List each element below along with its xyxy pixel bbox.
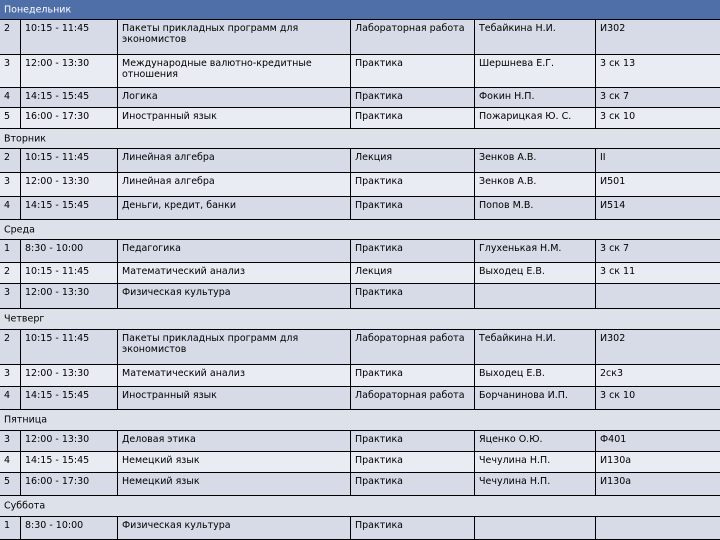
lesson-subject: Немецкий язык	[117, 473, 350, 495]
table-row	[0, 173, 720, 197]
lesson-subject: Пакеты прикладных программ для экономистов	[117, 20, 350, 54]
table-row	[0, 517, 720, 540]
lesson-room: 3 ск 10	[595, 108, 720, 128]
lesson-teacher: Фокин Н.П.	[474, 88, 595, 107]
lesson-teacher: Тебайкина Н.И.	[474, 20, 595, 54]
lesson-time: 8:30 - 10:00	[20, 517, 117, 539]
table-row	[0, 330, 720, 365]
lesson-subject: Физическая культура	[117, 517, 350, 539]
lesson-teacher: Выходец Е.В.	[474, 365, 595, 386]
lesson-type: Практика	[350, 108, 474, 128]
lesson-time: 12:00 - 13:30	[20, 284, 117, 308]
table-row	[0, 365, 720, 387]
lesson-number: 2	[4, 333, 11, 344]
lesson-subject: Иностранный язык	[117, 387, 350, 409]
lesson-type: Практика	[350, 240, 474, 262]
lesson-type: Практика	[350, 452, 474, 472]
lesson-type: Практика	[350, 431, 474, 451]
table-row	[0, 197, 720, 220]
lesson-subject: Деньги, кредит, банки	[117, 197, 350, 219]
lesson-teacher: Зенков А.В.	[474, 173, 595, 196]
lesson-room: 3 ск 7	[595, 240, 720, 262]
lesson-teacher: Попов М.В.	[474, 197, 595, 219]
lesson-number: 1	[4, 520, 11, 531]
lesson-number: 2	[4, 152, 11, 163]
lesson-room	[595, 517, 720, 539]
lesson-time: 14:15 - 15:45	[20, 387, 117, 409]
lesson-time: 14:15 - 15:45	[20, 452, 117, 472]
lesson-teacher: Яценко О.Ю.	[474, 431, 595, 451]
lesson-type: Практика	[350, 517, 474, 539]
lesson-teacher: Чечулина Н.П.	[474, 473, 595, 495]
day-header-thursday	[0, 309, 720, 330]
day-name: Пятница	[4, 414, 48, 426]
lesson-time: 10:15 - 11:45	[20, 149, 117, 172]
lesson-subject: Математический анализ	[117, 365, 350, 386]
lesson-number: 4	[4, 455, 11, 466]
lesson-type: Практика	[350, 284, 474, 308]
lesson-room: II	[595, 149, 720, 172]
lesson-number: 5	[4, 111, 11, 122]
lesson-time: 14:15 - 15:45	[20, 88, 117, 107]
day-name: Суббота	[4, 500, 46, 512]
lesson-room	[595, 284, 720, 308]
lesson-teacher: Тебайкина Н.И.	[474, 330, 595, 364]
lesson-type: Лабораторная работа	[350, 20, 474, 54]
lesson-subject: Линейная алгебра	[117, 173, 350, 196]
lesson-room: 3 ск 11	[595, 263, 720, 283]
lesson-teacher: Чечулина Н.П.	[474, 452, 595, 472]
table-row	[0, 88, 720, 108]
day-header-monday	[0, 0, 720, 20]
table-row	[0, 452, 720, 473]
lesson-time: 12:00 - 13:30	[20, 431, 117, 451]
lesson-teacher: Пожарицкая Ю. С.	[474, 108, 595, 128]
lesson-number: 3	[4, 368, 11, 379]
table-row	[0, 473, 720, 496]
lesson-teacher: Глухенькая Н.М.	[474, 240, 595, 262]
lesson-room: Ф401	[595, 431, 720, 451]
lesson-number: 2	[4, 23, 11, 34]
lesson-teacher: Выходец Е.В.	[474, 263, 595, 283]
lesson-subject: Пакеты прикладных программ для экономистов	[117, 330, 350, 364]
day-name: Понедельник	[4, 4, 72, 15]
lesson-number: 3	[4, 287, 11, 298]
day-header-saturday	[0, 496, 720, 517]
lesson-type: Практика	[350, 365, 474, 386]
lesson-room: 2ск3	[595, 365, 720, 386]
lesson-number: 3	[4, 434, 11, 445]
lesson-number: 4	[4, 390, 11, 401]
day-name: Четверг	[4, 313, 45, 325]
lesson-type: Лабораторная работа	[350, 330, 474, 364]
table-row	[0, 240, 720, 263]
lesson-subject: Иностранный язык	[117, 108, 350, 128]
lesson-room: 3 ск 13	[595, 55, 720, 87]
lesson-type: Лекция	[350, 149, 474, 172]
lesson-time: 10:15 - 11:45	[20, 263, 117, 283]
lesson-time: 12:00 - 13:30	[20, 365, 117, 386]
lesson-type: Практика	[350, 173, 474, 196]
lesson-time: 12:00 - 13:30	[20, 173, 117, 196]
day-name: Среда	[4, 224, 35, 235]
lesson-subject: Немецкий язык	[117, 452, 350, 472]
lesson-time: 12:00 - 13:30	[20, 55, 117, 87]
lesson-time: 10:15 - 11:45	[20, 20, 117, 54]
table-row	[0, 431, 720, 452]
lesson-number: 1	[4, 243, 11, 254]
table-row	[0, 55, 720, 88]
lesson-number: 4	[4, 91, 11, 102]
lesson-room: И130а	[595, 473, 720, 495]
table-row	[0, 149, 720, 173]
lesson-teacher	[474, 517, 595, 539]
lesson-room: И501	[595, 173, 720, 196]
lesson-number: 5	[4, 476, 11, 487]
lesson-room: 3 ск 7	[595, 88, 720, 107]
lesson-room: 3 ск 10	[595, 387, 720, 409]
lesson-subject: Педагогика	[117, 240, 350, 262]
day-header-wednesday	[0, 220, 720, 240]
lesson-teacher: Зенков А.В.	[474, 149, 595, 172]
day-name: Вторник	[4, 133, 47, 144]
lesson-teacher: Борчанинова И.П.	[474, 387, 595, 409]
lesson-type: Лекция	[350, 263, 474, 283]
lesson-time: 8:30 - 10:00	[20, 240, 117, 262]
lesson-time: 10:15 - 11:45	[20, 330, 117, 364]
lesson-room: И302	[595, 20, 720, 54]
lesson-type: Лабораторная работа	[350, 387, 474, 409]
table-row	[0, 20, 720, 55]
lesson-subject: Математический анализ	[117, 263, 350, 283]
lesson-time: 14:15 - 15:45	[20, 197, 117, 219]
table-row	[0, 284, 720, 309]
lesson-number: 2	[4, 266, 11, 277]
lesson-room: И514	[595, 197, 720, 219]
table-row	[0, 108, 720, 129]
lesson-number: 3	[4, 176, 11, 187]
lesson-type: Практика	[350, 88, 474, 107]
lesson-subject: Деловая этика	[117, 431, 350, 451]
lesson-subject: Логика	[117, 88, 350, 107]
day-header-friday	[0, 410, 720, 431]
lesson-teacher: Шершнева Е.Г.	[474, 55, 595, 87]
lesson-subject: Физическая культура	[117, 284, 350, 308]
lesson-teacher	[474, 284, 595, 308]
table-row	[0, 263, 720, 284]
lesson-type: Практика	[350, 473, 474, 495]
lesson-time: 16:00 - 17:30	[20, 473, 117, 495]
lesson-room: И130а	[595, 452, 720, 472]
lesson-time: 16:00 - 17:30	[20, 108, 117, 128]
lesson-subject: Линейная алгебра	[117, 149, 350, 172]
lesson-room: И302	[595, 330, 720, 364]
lesson-type: Практика	[350, 197, 474, 219]
lesson-number: 3	[4, 58, 11, 69]
lesson-subject: Международные валютно-кредитные отношения	[117, 55, 350, 87]
table-row	[0, 387, 720, 410]
lesson-type: Практика	[350, 55, 474, 87]
day-header-tuesday	[0, 129, 720, 149]
lesson-number: 4	[4, 200, 11, 211]
